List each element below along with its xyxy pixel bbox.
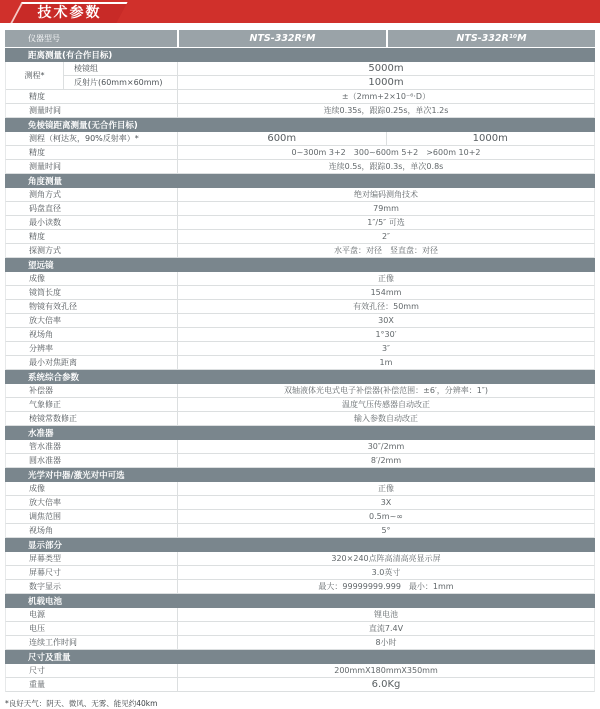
spec-value-model1: 600m xyxy=(267,133,297,144)
spec-label: 精度 xyxy=(6,146,178,159)
spec-row xyxy=(5,384,595,398)
model-header-row xyxy=(5,30,595,47)
spec-row xyxy=(5,454,595,468)
model-name-1: NTS-332R⁶M xyxy=(179,30,386,47)
section-header: 机载电池 xyxy=(5,594,595,608)
spec-row xyxy=(5,440,595,454)
spec-label: 数字显示 xyxy=(6,580,178,593)
spec-row xyxy=(5,202,595,216)
spec-value: 最大：99999999.999 最小：1mm xyxy=(318,582,454,591)
spec-row xyxy=(5,272,595,286)
spec-label: 分辨率 xyxy=(6,342,178,355)
spec-label: 电压 xyxy=(6,622,178,635)
spec-value: 5000m xyxy=(368,63,404,74)
spec-group-label: 测程* xyxy=(6,62,64,90)
spec-row xyxy=(5,132,595,146)
spec-table xyxy=(5,30,595,692)
spec-row xyxy=(5,622,595,636)
spec-value: 直流7.4V xyxy=(368,624,404,633)
spec-label: 镜筒长度 xyxy=(6,286,178,299)
spec-label: 尺寸 xyxy=(6,664,178,677)
spec-row xyxy=(64,62,594,76)
spec-value: 1″/5″ 可选 xyxy=(367,218,405,227)
spec-label: 屏幕类型 xyxy=(6,552,178,565)
spec-row xyxy=(5,244,595,258)
spec-value: 正像 xyxy=(378,484,394,493)
spec-label: 测量时间 xyxy=(6,160,178,173)
spec-value: 连续0.5s，跟踪0.3s，单次0.8s xyxy=(328,162,444,171)
spec-label: 重量 xyxy=(6,678,178,691)
spec-value: 双轴液体光电式电子补偿器(补偿范围：±6′，分辨率：1″) xyxy=(284,386,488,395)
spec-label: 最小读数 xyxy=(6,216,178,229)
spec-label: 电源 xyxy=(6,608,178,621)
spec-value: 3X xyxy=(380,498,392,507)
spec-row xyxy=(5,104,595,118)
spec-label: 气象修正 xyxy=(6,398,178,411)
page-title-tab xyxy=(10,2,127,23)
spec-value: 正像 xyxy=(378,274,394,283)
spec-row xyxy=(5,510,595,524)
spec-label: 视场角 xyxy=(6,524,178,537)
spec-value: 8′/2mm xyxy=(370,456,402,465)
spec-value: 8小时 xyxy=(375,638,397,647)
spec-label: 物镜有效孔径 xyxy=(6,300,178,313)
spec-value: 79mm xyxy=(373,204,399,213)
spec-value: 有效孔径：50mm xyxy=(353,302,419,311)
spec-row xyxy=(5,566,595,580)
spec-row xyxy=(5,286,595,300)
spec-row xyxy=(5,412,595,426)
spec-row xyxy=(5,188,595,202)
spec-value: 5° xyxy=(381,526,391,535)
spec-value: 绝对编码测角技术 xyxy=(354,190,418,199)
section-header: 角度测量 xyxy=(5,174,595,188)
section-header: 水准器 xyxy=(5,426,595,440)
spec-value: 30″/2mm xyxy=(367,442,405,451)
spec-label: 测角方式 xyxy=(6,188,178,201)
spec-value: 0~300m 3+2 300~600m 5+2 >600m 10+2 xyxy=(291,148,481,157)
spec-value: 温度气压传感器自动改正 xyxy=(342,400,430,409)
footnote: *良好天气：阴天、微风、无雾、能见约40km xyxy=(5,699,158,708)
page-header xyxy=(0,0,600,23)
spec-label: 管水准器 xyxy=(6,440,178,453)
spec-value: 320×240点阵高清高亮显示屏 xyxy=(331,554,441,563)
spec-row xyxy=(5,552,595,566)
spec-label: 调焦范围 xyxy=(6,510,178,523)
section-header: 显示部分 xyxy=(5,538,595,552)
spec-value: 2″ xyxy=(381,232,391,241)
spec-label: 测程（柯达灰，90%反射率）* xyxy=(6,132,178,145)
model-header-label: 仪器型号 xyxy=(5,30,177,47)
spec-row xyxy=(5,678,595,692)
spec-value: 154mm xyxy=(370,288,402,297)
spec-row xyxy=(64,76,594,90)
page-title: 技术参数 xyxy=(37,5,102,21)
spec-sublabel: 反射片(60mm×60mm) xyxy=(64,76,178,89)
spec-sublabel: 棱镜组 xyxy=(64,62,178,75)
spec-row xyxy=(5,230,595,244)
spec-value: 1m xyxy=(379,358,393,367)
spec-value: 水平盘：对径 竖直盘：对径 xyxy=(334,246,438,255)
spec-value: 3″ xyxy=(381,344,391,353)
spec-label: 码盘直径 xyxy=(6,202,178,215)
spec-label: 最小对焦距离 xyxy=(6,356,178,369)
spec-value-model2: 1000m xyxy=(386,132,595,145)
section-header: 望远镜 xyxy=(5,258,595,272)
spec-value: 3.0英寸 xyxy=(371,568,401,577)
section-header: 系统综合参数 xyxy=(5,370,595,384)
spec-label: 补偿器 xyxy=(6,384,178,397)
spec-label: 成像 xyxy=(6,482,178,495)
model-name-2: NTS-332R¹⁰M xyxy=(388,30,595,47)
spec-group xyxy=(5,62,595,90)
spec-label: 成像 xyxy=(6,272,178,285)
section-header: 免棱镜距离测量(无合作目标) xyxy=(5,118,595,132)
spec-value: 1°30′ xyxy=(375,330,397,339)
spec-label: 放大倍率 xyxy=(6,496,178,509)
section-header: 光学对中器/激光对中可选 xyxy=(5,468,595,482)
spec-row xyxy=(5,580,595,594)
spec-value: 6.0Kg xyxy=(371,679,401,690)
spec-row xyxy=(5,342,595,356)
section-header: 尺寸及重量 xyxy=(5,650,595,664)
spec-label: 测量时间 xyxy=(6,104,178,117)
spec-label: 放大倍率 xyxy=(6,314,178,327)
spec-label: 探测方式 xyxy=(6,244,178,257)
spec-label: 精度 xyxy=(6,230,178,243)
spec-row xyxy=(5,482,595,496)
spec-row xyxy=(5,314,595,328)
spec-row xyxy=(5,398,595,412)
spec-row xyxy=(5,664,595,678)
spec-row xyxy=(5,216,595,230)
spec-label: 圆水准器 xyxy=(6,454,178,467)
spec-rows xyxy=(5,48,595,692)
spec-value: 锂电池 xyxy=(374,610,398,619)
spec-row xyxy=(5,160,595,174)
spec-label: 精度 xyxy=(6,90,178,103)
spec-row xyxy=(5,524,595,538)
spec-label: 视场角 xyxy=(6,328,178,341)
spec-value: 0.5m~∞ xyxy=(369,512,403,521)
spec-row xyxy=(5,300,595,314)
spec-value: 30X xyxy=(378,316,394,325)
spec-value: ±（2mm+2×10⁻⁶·D） xyxy=(341,92,431,101)
spec-row xyxy=(5,356,595,370)
section-header: 距离测量(有合作目标) xyxy=(5,48,595,62)
spec-row xyxy=(5,608,595,622)
spec-label: 棱镜常数修正 xyxy=(6,412,178,425)
spec-row xyxy=(5,328,595,342)
spec-label: 屏幕尺寸 xyxy=(6,566,178,579)
spec-value: 1000m xyxy=(368,77,404,88)
spec-row xyxy=(5,636,595,650)
spec-group-body xyxy=(64,62,594,90)
spec-value: 连续0.35s，跟踪0.25s，单次1.2s xyxy=(323,106,449,115)
spec-row xyxy=(5,146,595,160)
spec-label: 连续工作时间 xyxy=(6,636,178,649)
spec-value: 200mmX180mmX350mm xyxy=(334,666,438,675)
spec-value: 输入参数自动改正 xyxy=(354,414,418,423)
spec-row xyxy=(5,90,595,104)
spec-row xyxy=(5,496,595,510)
